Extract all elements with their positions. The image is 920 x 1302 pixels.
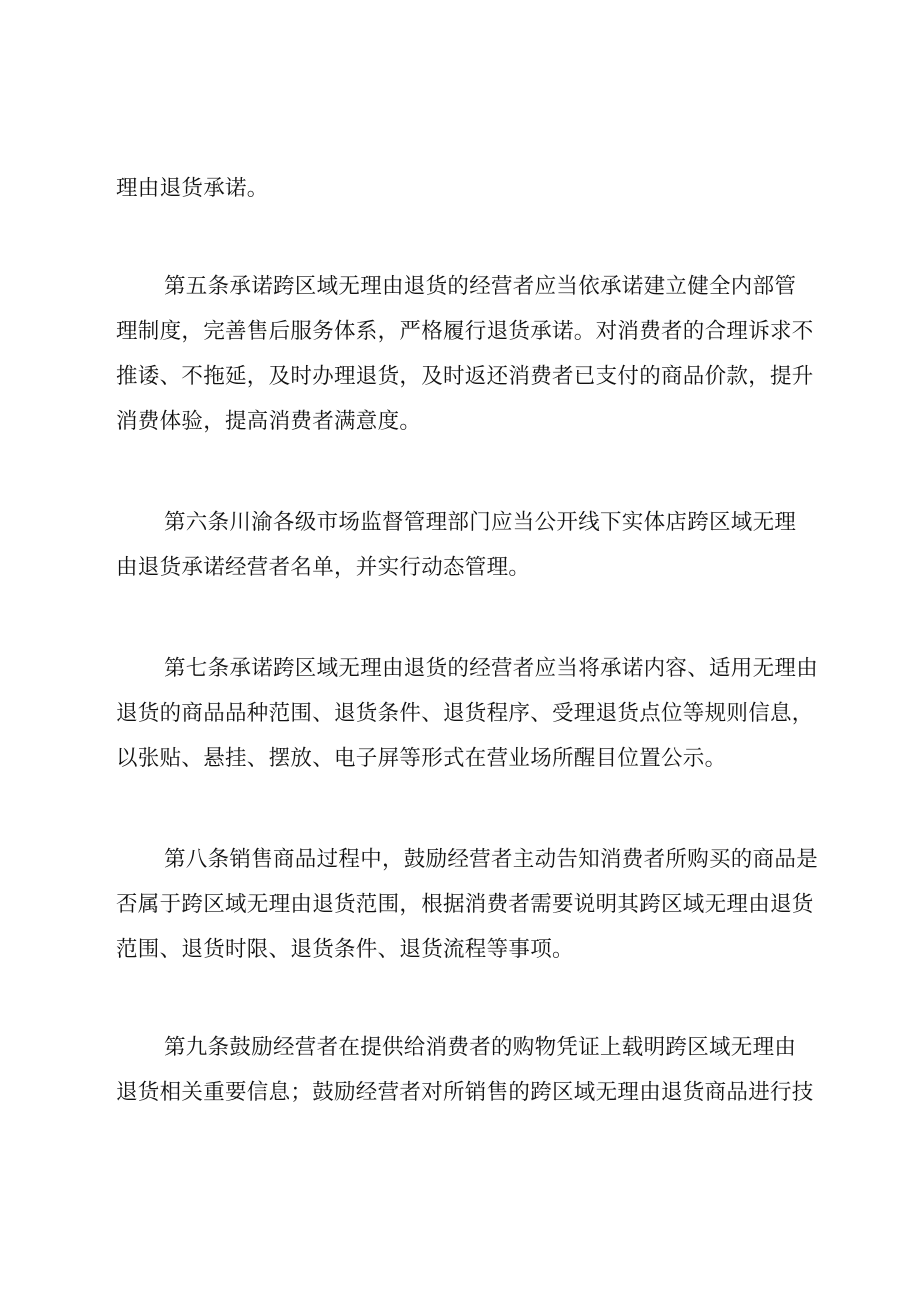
paragraph-article-9 <box>116 1025 816 1115</box>
paragraph-article-8 <box>116 837 819 972</box>
paragraph-line: 以张贴、悬挂、摆放、电子屏等形式在营业场所醒目位置公示。 <box>116 746 727 771</box>
paragraph-line: 范围、退货时限、退货条件、退货流程等事项。 <box>116 937 574 962</box>
paragraph-line: 否属于跨区域无理由退货范围，根据消费者需要说明其跨区域无理由退货 <box>116 892 814 917</box>
paragraph-line: 退货相关重要信息；鼓励经营者对所销售的跨区域无理由退货商品进行技 <box>116 1080 814 1105</box>
paragraph-line: 由退货承诺经营者名单，并实行动态管理。 <box>116 555 531 580</box>
paragraph-line: 第五条承诺跨区域无理由退货的经营者应当依承诺建立健全内部管 <box>164 274 797 299</box>
paragraph-line: 消费体验，提高消费者满意度。 <box>116 409 422 434</box>
paragraph-article-6 <box>116 500 816 590</box>
paragraph-continuation <box>116 166 816 211</box>
paragraph-line: 第九条鼓励经营者在提供给消费者的购物凭证上载明跨区域无理由 <box>164 1035 797 1060</box>
paragraph-line: 第六条川渝各级市场监督管理部门应当公开线下实体店跨区域无理 <box>164 510 797 535</box>
paragraph-line: 理制度，完善售后服务体系，严格履行退货承诺。对消费者的合理诉求不 <box>116 319 814 344</box>
paragraph-line: 第七条承诺跨区域无理由退货的经营者应当将承诺内容、适用无理由 <box>164 656 819 681</box>
paragraph-line: 退货的商品品种范围、退货条件、退货程序、受理退货点位等规则信息， <box>116 701 814 726</box>
paragraph-article-7 <box>116 646 819 781</box>
paragraph-line: 理由退货承诺。 <box>116 176 269 201</box>
paragraph-line: 第八条销售商品过程中，鼓励经营者主动告知消费者所购买的商品是 <box>164 847 819 872</box>
paragraph-article-5 <box>116 264 816 444</box>
paragraph-line: 推诿、不拖延，及时办理退货，及时返还消费者已支付的商品价款，提升 <box>116 364 814 389</box>
